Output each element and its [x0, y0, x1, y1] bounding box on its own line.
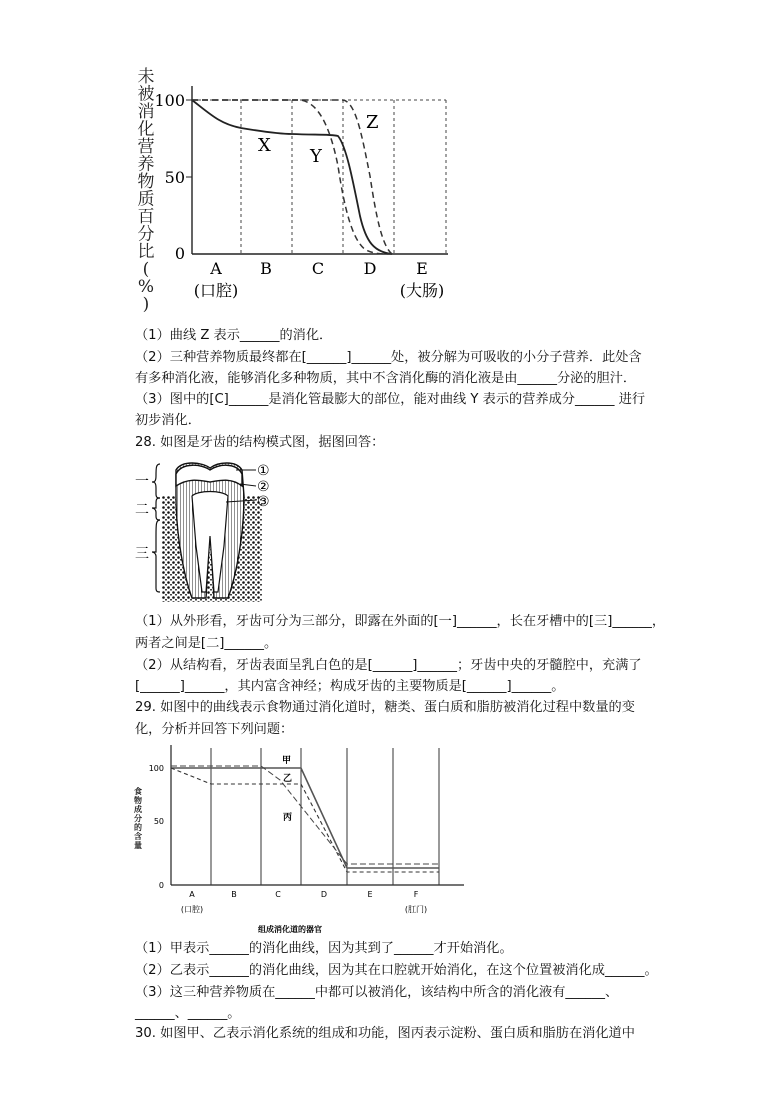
q29-title-2: 化，分析并回答下列问题： [135, 722, 294, 737]
chart2-xlabel: 组成消化道的器官 [258, 925, 322, 934]
chart1-ylabel: 未被消化营养物质百分比( % ) [137, 67, 155, 315]
chart2-xtick: C [275, 890, 281, 899]
marker-1: ① [257, 463, 270, 479]
chart1-xtick: D [363, 259, 377, 278]
chart2-label-bing: 丙 [283, 813, 293, 823]
chart2-ytick-label: 50 [153, 817, 164, 826]
chart2-xsub-anus: (肛门) [404, 905, 428, 914]
marker-2: ② [257, 479, 270, 495]
part-label-two: 二 [135, 502, 149, 518]
q28-line-4: [______]______，其内富含神经；构成牙齿的主要物质是[______]______。 [135, 679, 565, 694]
bracket-three [152, 520, 160, 592]
chart1-xsub-mouth: (口腔) [193, 281, 239, 300]
digestion-chart-1 [130, 66, 460, 316]
q29-line-2: （2）乙表示______的消化曲线，因为其在口腔就开始消化，在这个位置被消化成______。 [135, 963, 658, 978]
q28-title: 28. 如图是牙齿的结构模式图，据图回答： [135, 435, 385, 450]
chart1-ytick-label: 100 [154, 91, 185, 110]
q29-line-1: （1）甲表示______的消化曲线，因为其到了______才开始消化。 [135, 941, 513, 956]
chart2-xtick: D [320, 890, 328, 899]
chart1-xtick: A [210, 259, 222, 278]
chart1-ytick-label: 50 [164, 168, 185, 187]
part-label-one: 一 [135, 474, 149, 490]
q28-line-2: 两者之间是[二]______。 [135, 636, 278, 651]
part-label-three: 三 [135, 546, 149, 562]
chart1-xsub-colon: (大肠) [399, 281, 445, 300]
chart2-ytick-label: 100 [148, 764, 164, 773]
q27-line-2: （2）三种营养物质最终都在[______]______处，被分解为可吸收的小分子营养．此处含 [135, 350, 642, 365]
chart1-xtick: B [260, 259, 272, 278]
marker-3: ③ [257, 494, 270, 510]
chart1-label-y: Y [310, 146, 322, 167]
chart2-xtick: F [413, 890, 419, 899]
chart2-xtick: B [231, 890, 237, 899]
q29-title-1: 29. 如图中的曲线表示食物通过消化道时，糖类、蛋白质和脂肪被消化过程中数量的变 [135, 700, 635, 715]
q28-line-1: （1）从外形看，牙齿可分为三部分，即露在外面的[一]______，长在牙槽中的[三]______， [135, 614, 666, 629]
chart2-label-jia: 甲 [282, 756, 292, 766]
q29-line-4: ______、______。 [135, 1006, 241, 1021]
chart1-xtick: C [311, 259, 325, 278]
chart1-xtick: E [416, 259, 428, 278]
chart2-xsub-mouth: (口腔) [180, 905, 204, 914]
chart1-label-z: Z [366, 112, 379, 133]
chart2-xtick: A [189, 890, 195, 899]
chart2-label-yi: 乙 [283, 774, 293, 784]
chart2-xtick: E [367, 890, 373, 899]
chart1-ytick-label: 0 [174, 244, 185, 263]
tooth-diagram [132, 456, 292, 604]
chart2-ylabel: 食物成分的含量 [134, 787, 142, 850]
bracket-two [152, 498, 160, 520]
q30-title: 30. 如图甲、乙表示消化系统的组成和功能，图丙表示淀粉、蛋白质和脂肪在消化道中 [135, 1026, 635, 1041]
q27-line-4: （3）图中的[C]______是消化管最膨大的部位，能对曲线 Y 表示的营养成分______ 进行 [135, 392, 646, 407]
q27-line-5: 初步消化． [135, 413, 201, 428]
q27-line-1: （1）曲线 Z 表示______的消化． [135, 328, 333, 343]
bracket-one [152, 464, 160, 498]
chart1-curve-y [192, 100, 392, 254]
q29-line-3: （3）这三种营养物质在______中都可以被消化，该结构中所含的消化液有______、 [135, 985, 619, 1000]
q27-line-3: 有多种消化液，能够消化多种物质，其中不含消化酶的消化液是由______分泌的胆汁． [135, 371, 637, 386]
chart1-curve-x [192, 100, 392, 254]
chart1-label-x: X [258, 135, 271, 156]
digestion-chart-2 [130, 740, 470, 936]
chart1-curve-z [192, 100, 392, 254]
chart2-ytick-label: 0 [158, 881, 164, 890]
q28-line-3: （2）从结构看，牙齿表面呈乳白色的是[______]______；牙齿中央的牙髓腔中，充满了 [135, 658, 642, 673]
